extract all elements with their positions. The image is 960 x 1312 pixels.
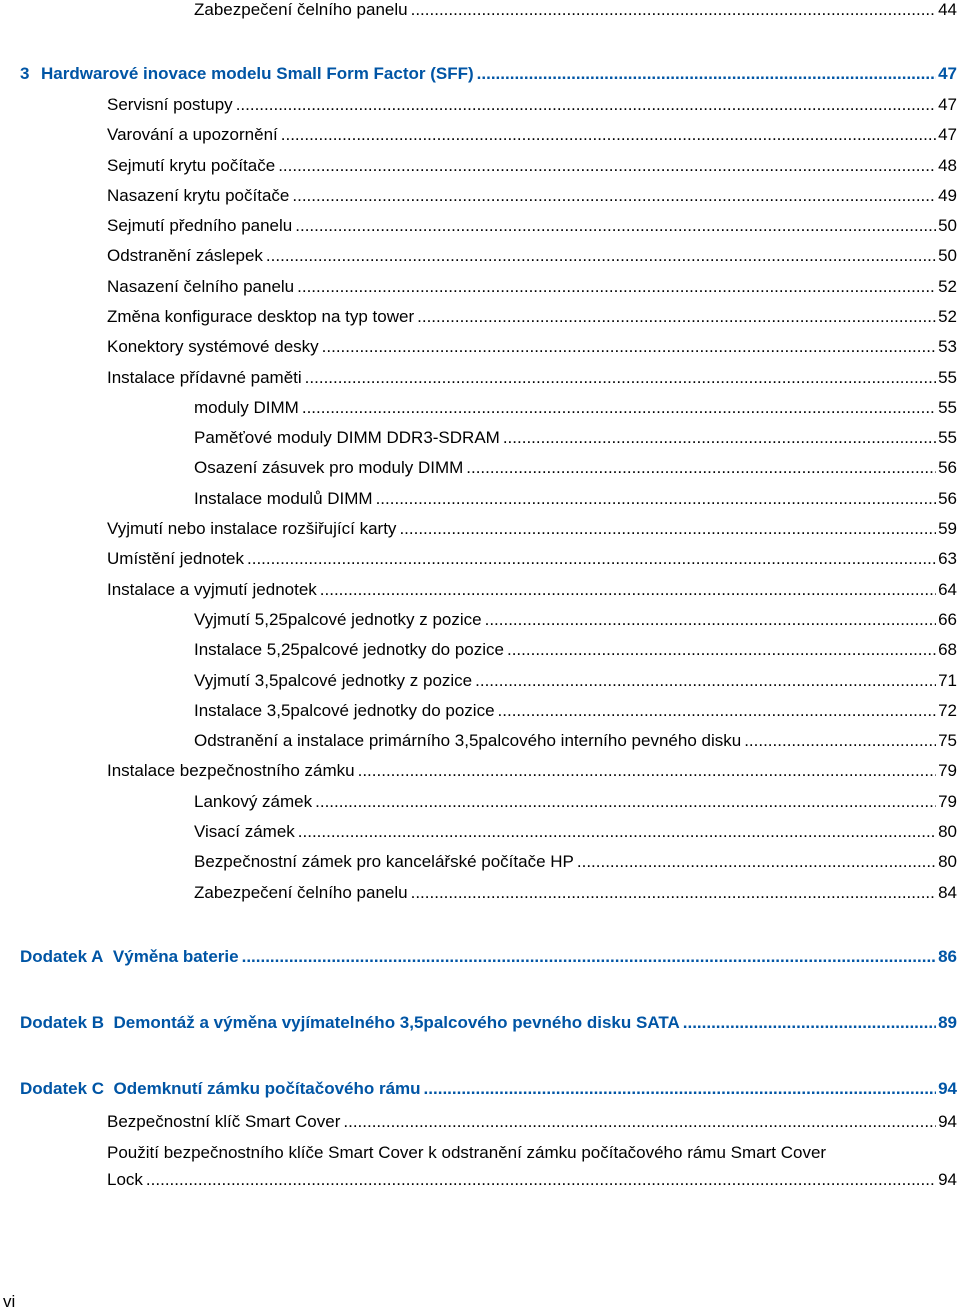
toc-entry[interactable] bbox=[107, 335, 957, 359]
toc-entry-title: moduly DIMM bbox=[194, 398, 299, 417]
toc-entry[interactable] bbox=[107, 184, 957, 208]
toc-entry-page: 56 bbox=[938, 458, 957, 477]
toc-entry-title: Sejmutí předního panelu bbox=[107, 216, 293, 235]
toc-entry-page: 94 bbox=[938, 1170, 957, 1189]
toc-entry-title: Varování a upozornění bbox=[107, 125, 278, 144]
toc-entry[interactable] bbox=[194, 881, 957, 905]
toc-entry-title: Vyjmutí 5,25palcové jednotky z pozice bbox=[194, 610, 482, 629]
toc-entry[interactable] bbox=[107, 123, 957, 147]
appendix-title: Demontáž a výměna vyjímatelného 3,5palcového pevného disku SATA bbox=[113, 1013, 680, 1032]
leader-dots bbox=[247, 547, 936, 571]
leader-dots bbox=[744, 729, 936, 753]
leader-dots bbox=[417, 305, 936, 329]
appendix-title: Výměna baterie bbox=[112, 947, 239, 966]
leader-dots bbox=[315, 790, 936, 814]
toc-entry-page: 79 bbox=[938, 761, 957, 780]
toc-entry-title: Vyjmutí nebo instalace rozšiřující karty bbox=[107, 519, 397, 538]
appendix-heading[interactable] bbox=[20, 1011, 957, 1035]
toc-entry-title: Lankový zámek bbox=[194, 792, 313, 811]
leader-dots bbox=[305, 366, 936, 390]
toc-entry-page: 64 bbox=[938, 580, 957, 599]
toc-entry-page: 72 bbox=[938, 701, 957, 720]
leader-dots bbox=[297, 275, 936, 299]
toc-entry[interactable] bbox=[107, 547, 957, 571]
toc-entry[interactable] bbox=[107, 275, 957, 299]
toc-entry[interactable] bbox=[194, 699, 957, 723]
leader-dots bbox=[298, 820, 936, 844]
toc-entry-page: 80 bbox=[938, 852, 957, 871]
toc-entry-page: 68 bbox=[938, 640, 957, 659]
toc-entry-page: 63 bbox=[938, 549, 957, 568]
toc-entry[interactable] bbox=[107, 244, 957, 268]
toc-entry-title-line2: Lock bbox=[107, 1170, 143, 1189]
toc-entry-page: 50 bbox=[938, 246, 957, 265]
leader-dots bbox=[343, 1110, 936, 1134]
toc-entry[interactable] bbox=[194, 669, 957, 693]
leader-dots bbox=[503, 426, 936, 450]
toc-entry-title: Sejmutí krytu počítače bbox=[107, 156, 276, 175]
chapter-title: Hardwarové inovace modelu Small Form Factor (SFF) bbox=[41, 64, 474, 83]
toc-entry[interactable] bbox=[107, 93, 957, 117]
leader-dots bbox=[477, 62, 936, 86]
toc-entry[interactable] bbox=[107, 154, 957, 178]
toc-entry[interactable] bbox=[194, 638, 957, 662]
leader-dots bbox=[507, 638, 936, 662]
toc-entry-title: Umístění jednotek bbox=[107, 549, 245, 568]
toc-entry-page: 79 bbox=[938, 792, 957, 811]
toc-entry-title: Instalace 3,5palcové jednotky do pozice bbox=[194, 701, 495, 720]
toc-entry-title: Paměťové moduly DIMM DDR3-SDRAM bbox=[194, 428, 500, 447]
toc-entry-title: Odstranění záslepek bbox=[107, 246, 263, 265]
toc-entry-page: 49 bbox=[938, 186, 957, 205]
leader-dots bbox=[485, 608, 936, 632]
appendix-heading[interactable] bbox=[20, 945, 957, 969]
leader-dots bbox=[399, 517, 936, 541]
leader-dots bbox=[411, 881, 936, 905]
toc-entry-page: 84 bbox=[938, 883, 957, 902]
leader-dots bbox=[424, 1077, 937, 1101]
toc-entry[interactable] bbox=[194, 396, 957, 420]
toc-entry-title: Instalace 5,25palcové jednotky do pozice bbox=[194, 640, 504, 659]
toc-entry-page: 75 bbox=[938, 731, 957, 750]
leader-dots bbox=[295, 214, 936, 238]
page-number: vi bbox=[3, 1292, 16, 1311]
appendix-page: 94 bbox=[938, 1079, 957, 1098]
leader-dots bbox=[266, 244, 936, 268]
toc-entry-title-line1: Použití bezpečnostního klíče Smart Cover k odstranění zámku počítačového rámu Smart Cover bbox=[107, 1143, 827, 1162]
toc-entry[interactable] bbox=[194, 608, 957, 632]
leader-dots bbox=[278, 154, 936, 178]
toc-entry[interactable] bbox=[194, 0, 957, 22]
toc-entry-title: Servisní postupy bbox=[107, 95, 233, 114]
toc-entry-page: 55 bbox=[938, 368, 957, 387]
leader-dots bbox=[242, 945, 936, 969]
toc-entry-page: 44 bbox=[938, 0, 957, 19]
toc-entry[interactable] bbox=[107, 1110, 957, 1134]
toc-entry-title: Instalace a vyjmutí jednotek bbox=[107, 580, 317, 599]
leader-dots bbox=[683, 1011, 936, 1035]
toc-entry[interactable] bbox=[194, 456, 957, 480]
toc-entry[interactable] bbox=[194, 820, 957, 844]
toc-entry-page: 66 bbox=[938, 610, 957, 629]
leader-dots bbox=[146, 1166, 936, 1193]
leader-dots bbox=[302, 396, 936, 420]
leader-dots bbox=[292, 184, 936, 208]
toc-entry-page: 50 bbox=[938, 216, 957, 235]
toc-entry-page: 47 bbox=[938, 125, 957, 144]
toc-entry-page: 55 bbox=[938, 428, 957, 447]
toc-entry-title: Nasazení čelního panelu bbox=[107, 277, 295, 296]
toc-entry-page: 94 bbox=[938, 1112, 957, 1131]
toc-entry-page: 71 bbox=[938, 671, 957, 690]
toc-entry[interactable] bbox=[194, 487, 957, 511]
toc-entry[interactable] bbox=[107, 366, 957, 390]
toc-entry[interactable] bbox=[194, 426, 957, 450]
appendix-label: Dodatek C bbox=[20, 1079, 105, 1098]
toc-entry-page: 55 bbox=[938, 398, 957, 417]
leader-dots bbox=[358, 759, 936, 783]
toc-entry-title: Vyjmutí 3,5palcové jednotky z pozice bbox=[194, 671, 473, 690]
toc-entry-title: Změna konfigurace desktop na typ tower bbox=[107, 307, 415, 326]
leader-dots bbox=[466, 456, 936, 480]
toc-entry-title: Odstranění a instalace primárního 3,5palcového interního pevného disku bbox=[194, 731, 742, 750]
toc-entry-title: Nasazení krytu počítače bbox=[107, 186, 290, 205]
toc-entry-page: 59 bbox=[938, 519, 957, 538]
leader-dots bbox=[236, 93, 936, 117]
toc-entry-page: 53 bbox=[938, 337, 957, 356]
toc-entry-title: Zabezpečení čelního panelu bbox=[194, 883, 408, 902]
toc-entry-page: 80 bbox=[938, 822, 957, 841]
toc-entry-title: Visací zámek bbox=[194, 822, 295, 841]
leader-dots bbox=[322, 335, 936, 359]
toc-entry[interactable] bbox=[107, 517, 957, 541]
toc-entry[interactable] bbox=[107, 214, 957, 238]
appendix-title: Odemknutí zámku počítačového rámu bbox=[113, 1079, 421, 1098]
leader-dots bbox=[475, 669, 936, 693]
toc-entry-title: Konektory systémové desky bbox=[107, 337, 319, 356]
toc-entry-page: 56 bbox=[938, 489, 957, 508]
toc-entry-title: Bezpečnostní klíč Smart Cover bbox=[107, 1112, 341, 1131]
toc-entry-wrapped[interactable] bbox=[107, 1139, 957, 1193]
chapter-heading[interactable] bbox=[20, 62, 957, 86]
toc-entry-page: 52 bbox=[938, 277, 957, 296]
toc-entry[interactable] bbox=[107, 305, 957, 329]
toc-entry[interactable] bbox=[194, 729, 957, 753]
toc-entry-title: Osazení zásuvek pro moduly DIMM bbox=[194, 458, 464, 477]
toc-entry-page: 48 bbox=[938, 156, 957, 175]
toc-entry-page: 47 bbox=[938, 95, 957, 114]
appendix-page: 86 bbox=[938, 947, 957, 966]
leader-dots bbox=[498, 699, 937, 723]
toc-entry[interactable] bbox=[194, 850, 957, 874]
appendix-label: Dodatek A bbox=[20, 947, 104, 966]
toc-entry-title: Instalace přídavné paměti bbox=[107, 368, 302, 387]
toc-entry-title: Instalace modulů DIMM bbox=[194, 489, 373, 508]
leader-dots bbox=[320, 578, 936, 602]
leader-dots bbox=[577, 850, 936, 874]
leader-dots bbox=[376, 487, 937, 511]
toc-entry[interactable] bbox=[107, 759, 957, 783]
appendix-page: 89 bbox=[938, 1013, 957, 1032]
appendix-heading[interactable] bbox=[20, 1077, 957, 1101]
toc-entry-title: Bezpečnostní zámek pro kancelářské počítače HP bbox=[194, 852, 574, 871]
leader-dots bbox=[281, 123, 936, 147]
toc-entry[interactable] bbox=[107, 578, 957, 602]
leader-dots bbox=[411, 0, 936, 22]
chapter-number: 3 bbox=[20, 64, 30, 83]
chapter-page: 47 bbox=[938, 64, 957, 83]
appendix-label: Dodatek B bbox=[20, 1013, 105, 1032]
toc-entry[interactable] bbox=[194, 790, 957, 814]
toc-entry-page: 52 bbox=[938, 307, 957, 326]
toc-entry-title: Zabezpečení čelního panelu bbox=[194, 0, 408, 19]
toc-entry-title: Instalace bezpečnostního zámku bbox=[107, 761, 355, 780]
